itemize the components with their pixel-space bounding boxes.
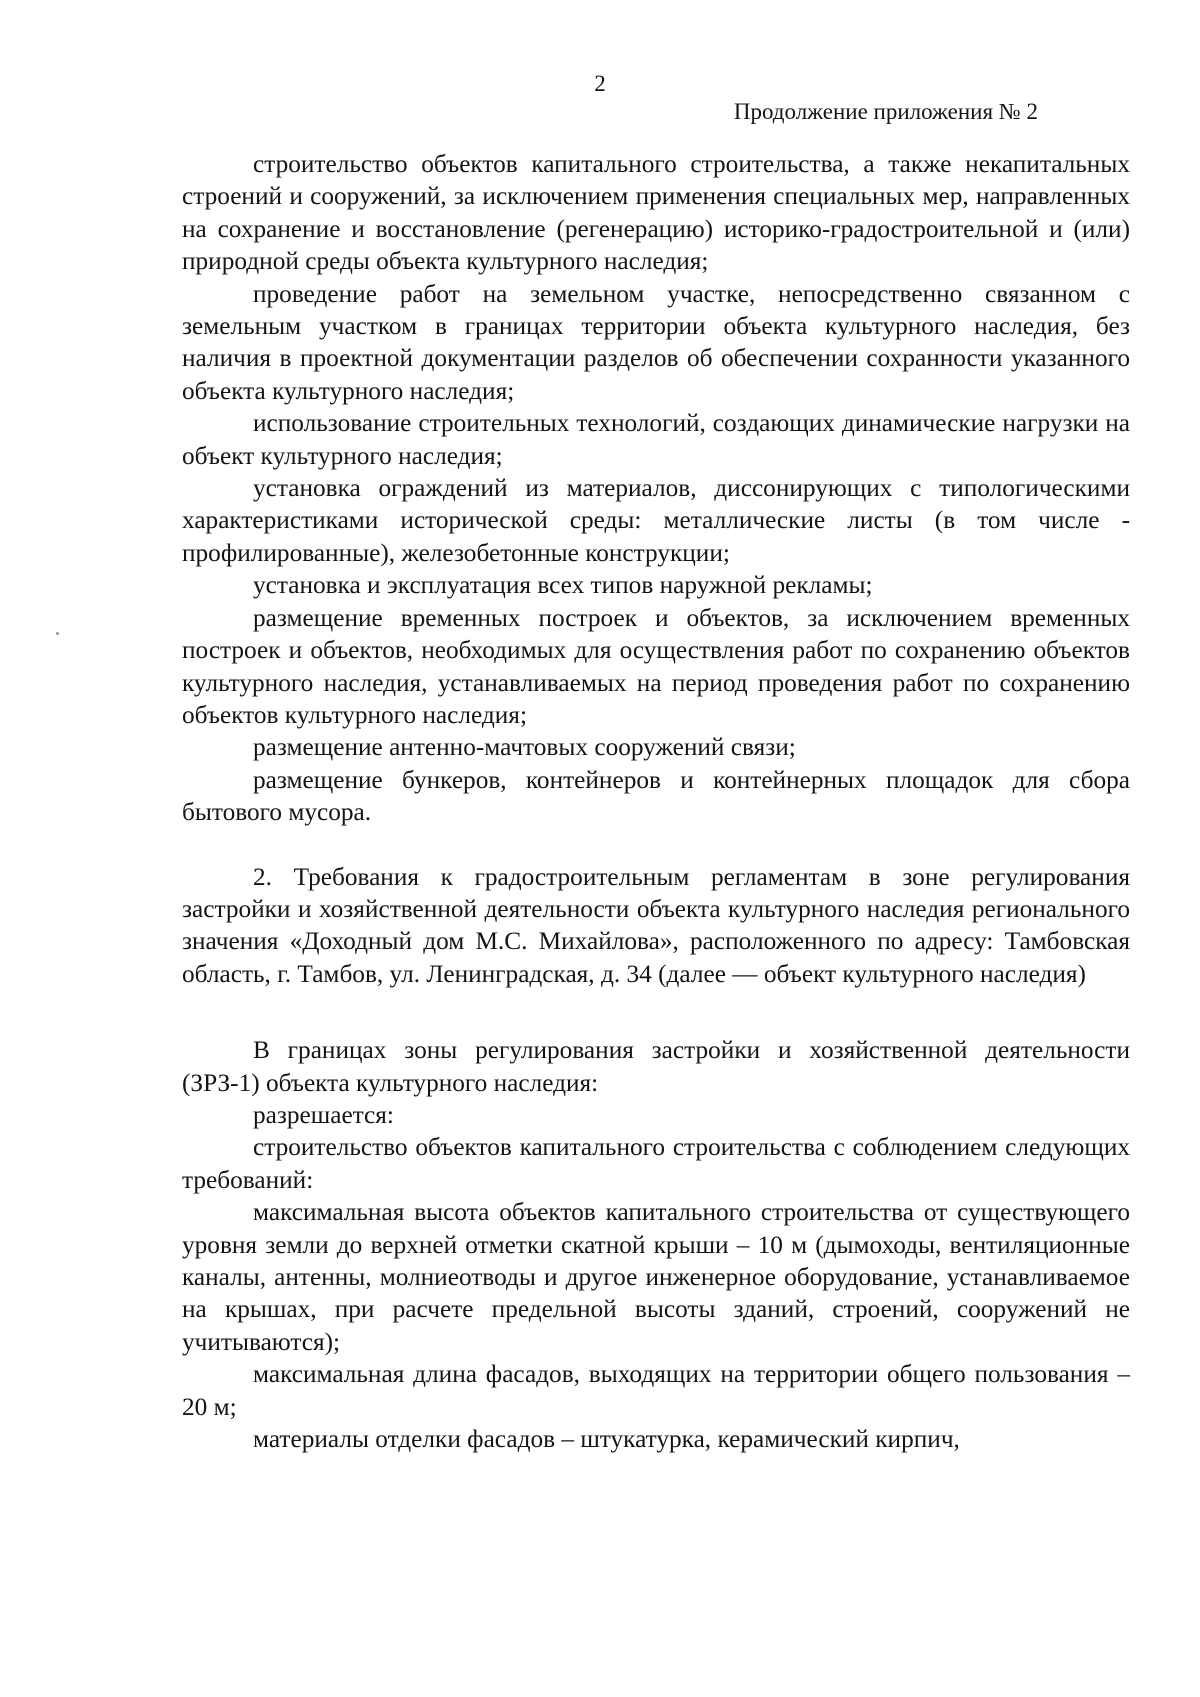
- paragraph: строительство объектов капитального строительства с соблюдением следующих требований:: [182, 1133, 1130, 1194]
- paragraph: размещение временных построек и объектов, за исключением временных построек и объектов, необходимых для осуществления работ по сохранению объектов культурного наследия, устанавливаемых на период проведения работ по сохранению объектов культурного наследия;: [182, 603, 1130, 729]
- paragraph: установка и эксплуатация всех типов наружной рекламы;: [253, 571, 873, 600]
- paragraph: максимальная высота объектов капитального строительства от существующего уровня земли до верхней отметки скатной крыши – 10 м (дымоходы, вентиляционные каналы, антенны, молниеотводы и другое инженерное оборудование, устанавливаемое на крышах, при расчете предельной высоты зданий, строений, сооружений не учитываются);: [182, 1198, 1130, 1356]
- paragraph: размещение бункеров, контейнеров и контейнерных площадок для сбора бытового мусора.: [182, 765, 1130, 827]
- paragraph: материалы отделки фасадов – штукатурка, керамический кирпич,: [253, 1425, 960, 1454]
- paragraph: В границах зоны регулирования застройки и хозяйственной деятельности (ЗРЗ-1) объекта культурного наследия:: [182, 1036, 1130, 1097]
- page-number: 2: [594, 71, 606, 96]
- paragraph: максимальная длина фасадов, выходящих на территории общего пользования – 20 м;: [182, 1360, 1130, 1421]
- paragraph: размещение антенно-мачтовых сооружений связи;: [253, 733, 796, 762]
- scan-speck: [56, 632, 59, 635]
- paragraph: проведение работ на земельном участке, непосредственно связанном с земельным участком в границах территории объекта культурного наследия, без наличия в проектной документации разделов об обеспечении сохранности указанного объекта культурного наследия;: [182, 279, 1130, 405]
- document-body: [182, 148, 1130, 1455]
- appendix-continuation-note: Продолжение приложения № 2: [733, 99, 1038, 124]
- paragraph: разрешается:: [253, 1100, 394, 1129]
- paragraph: использование строительных технологий, создающих динамические нагрузки на объект культурного наследия;: [182, 409, 1130, 470]
- section-heading: 2. Требования к градостроительным регламентам в зоне регулирования застройки и хозяйственной деятельности объекта культурного наследия регионального значения «Доходный дом М.С. Михайлова», расположенного по адресу: Тамбовская область, г. Тамбов, ул. Ленинградская, д. 34 (далее — объект культурного наследия): [182, 862, 1130, 988]
- paragraph: установка ограждений из материалов, диссонирующих с типологическими характеристиками исторической среды: металлические листы (в том числе - профилированные), железобетонные конструкции;: [182, 474, 1130, 567]
- paragraph: строительство объектов капитального строительства, а также некапитальных строений и сооружений, за исключением применения специальных мер, направленных на сохранение и восстановление (регенерацию) историко-градостроительной и (или) природной среды объекта культурного наследия;: [182, 150, 1130, 276]
